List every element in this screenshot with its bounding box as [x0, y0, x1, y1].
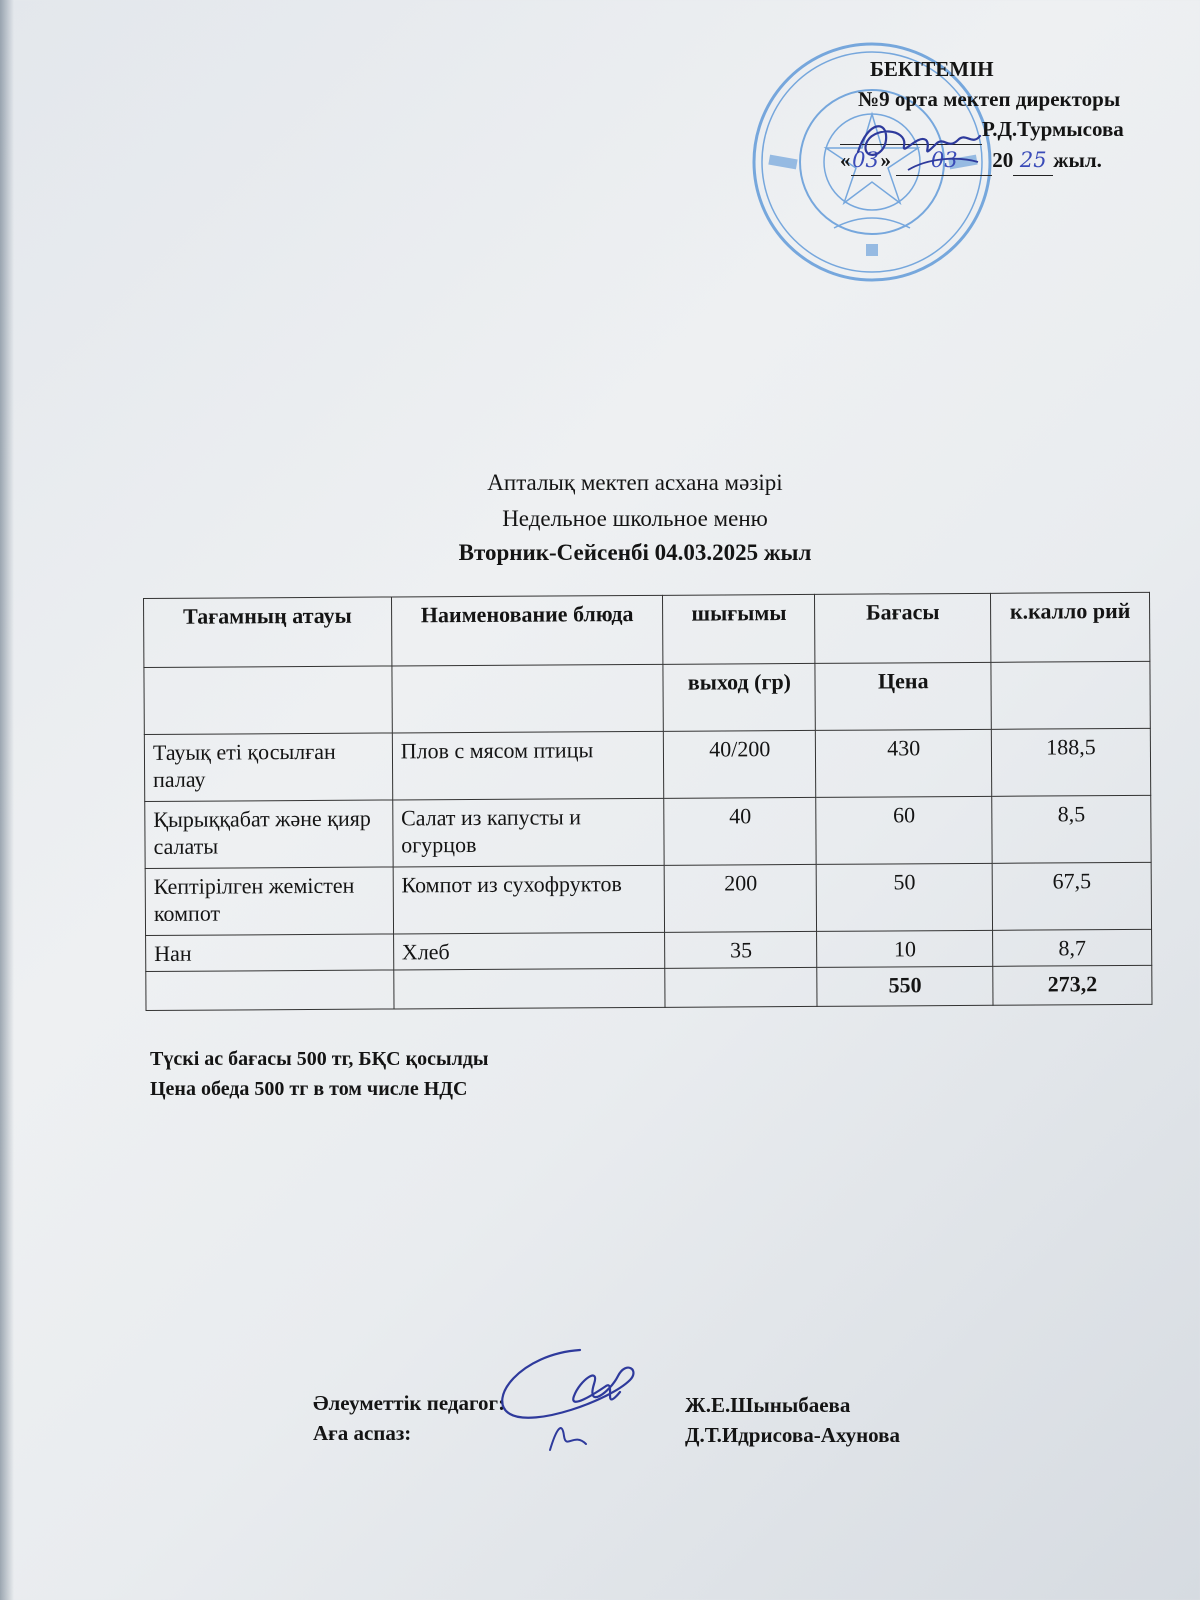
price-note-kz: Түскі ас бағасы 500 тг, БҚС қосылды [150, 1048, 489, 1070]
dish-kcal: 8,5 [992, 795, 1151, 863]
subheader-yield: выход (гр) [663, 663, 815, 731]
dish-yield: 40/200 [664, 730, 816, 798]
price-note-ru: Цена обеда 500 тг в том числе НДС [150, 1078, 468, 1100]
dish-yield: 40 [664, 797, 816, 865]
dish-kcal: 188,5 [991, 728, 1150, 796]
title-kazakh: Апталық мектеп асхана мәзірі [487, 470, 783, 495]
total-price: 550 [817, 966, 993, 1006]
table-row [145, 795, 1151, 868]
header-yield: шығымы [663, 594, 815, 664]
dish-price: 10 [817, 930, 993, 967]
table-subheader-row [144, 661, 1150, 734]
title-russian: Недельное школьное меню [502, 506, 768, 531]
approval-date-line: «03» 03 20 25 жыл. [840, 145, 1180, 176]
menu-table [143, 592, 1153, 1011]
signature-names [685, 1390, 900, 1450]
date-day: 03 [851, 145, 881, 176]
approval-position: №9 орта мектеп директоры [858, 87, 1121, 111]
dish-price: 50 [816, 863, 992, 931]
dish-price: 430 [816, 729, 992, 797]
dish-kcal: 8,7 [993, 929, 1152, 966]
dish-ru: Плов с мясом птицы [392, 731, 664, 800]
page-edge-shadow [0, 0, 14, 1600]
approval-heading: БЕКІТЕМІН [870, 57, 994, 81]
header-kcal: к.калло рий [991, 592, 1150, 662]
dish-kz: Кептірілген жемістен компот [145, 867, 393, 936]
dish-ru: Салат из капусты и огурцов [392, 798, 664, 867]
dish-yield: 35 [665, 931, 817, 968]
dish-kcal: 67,5 [992, 862, 1151, 930]
staff-signature [490, 1340, 660, 1460]
name-social-pedagogue: Ж.Е.Шыныбаева [685, 1393, 851, 1417]
date-month: 03 [896, 145, 992, 176]
table-row [145, 862, 1151, 935]
dish-kz: Қырыққабат және қияр салаты [145, 800, 393, 869]
table-header-row [144, 592, 1150, 667]
table-total-row [146, 965, 1152, 1010]
date-year: 25 [1013, 145, 1053, 176]
dish-kz: Нан [146, 934, 394, 972]
subheader-price: Цена [815, 662, 991, 730]
dish-price: 60 [816, 796, 992, 864]
dish-ru: Хлеб [393, 932, 665, 970]
director-signature [848, 100, 988, 180]
director-name: Р.Д.Турмысова [982, 117, 1124, 141]
dish-kz: Тауық еті қосылған палау [144, 733, 392, 802]
table-row [146, 929, 1152, 971]
total-kcal: 273,2 [993, 965, 1152, 1005]
signature-roles [313, 1388, 505, 1448]
dish-ru: Компот из сухофруктов [393, 865, 665, 934]
header-dish-ru: Наименование блюда [391, 595, 663, 666]
role-head-cook: Аға аспаз: [313, 1421, 412, 1445]
table-row [144, 728, 1150, 801]
role-social-pedagogue: Әлеуметтік педагог: [313, 1391, 506, 1415]
name-head-cook: Д.Т.Идрисова-Ахунова [685, 1423, 901, 1447]
header-dish-kz: Тағамның атауы [144, 597, 392, 668]
menu-day-date: Вторник-Сейсенбі 04.03.2025 жыл [458, 540, 812, 565]
dish-yield: 200 [665, 864, 817, 932]
header-price: Бағасы [815, 593, 991, 663]
